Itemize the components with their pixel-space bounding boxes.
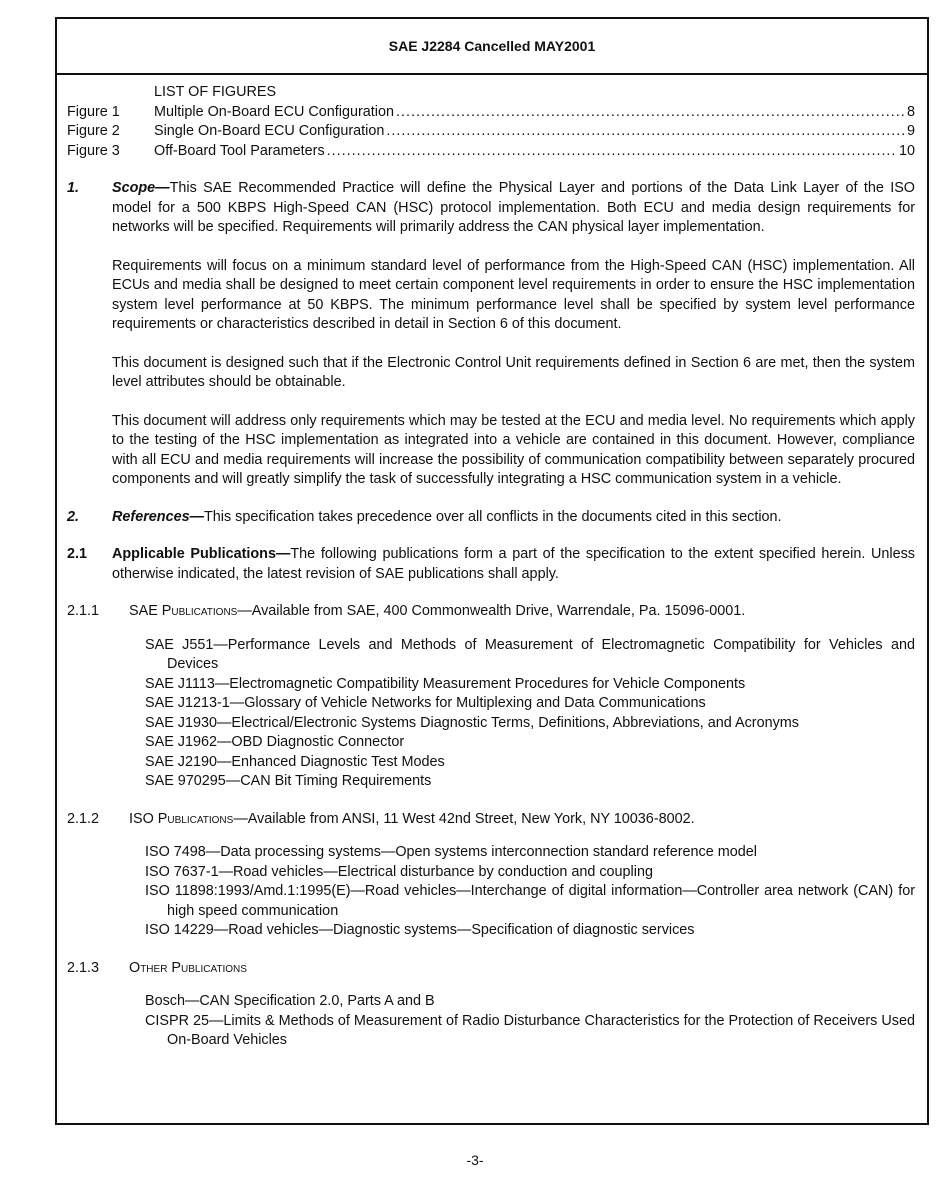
figure-number: Figure 1 [67, 103, 120, 120]
scope-paragraph-4: This document will address only requirements which may be tested at the ECU and media level. No requirements which apply to the testing of the HSC implementation as integrated into a vehicle are contained in this document. However, compliance with all ECU and media requirements will increase the possibility of communication compatibility between separately procured components and will greatly simplify the task of successfully integrating a HSC communication system in a vehicle. [112, 412, 915, 487]
paragraph-text: This specification takes precedence over all conflicts in the documents cited in this section. [204, 508, 782, 525]
other-reference-list [145, 992, 915, 1051]
reference-item: SAE J1113—Electromagnetic Compatibility Measurement Procedures for Vehicle Components [145, 675, 746, 692]
paragraph-text: —Available from SAE, 400 Commonwealth Drive, Warrendale, Pa. 15096-0001. [237, 603, 746, 619]
section-scope [67, 179, 915, 490]
figure-page: 10 [898, 142, 915, 159]
section-number: 2.1 [67, 546, 88, 562]
section-heading: Other Publications [129, 959, 247, 976]
reference-item: SAE J551—Performance Levels and Methods of Measurement of Electromagnetic Compatibility for Vehicles and Devices [145, 636, 915, 672]
dot-leader [396, 103, 905, 123]
figure-number: Figure 3 [67, 142, 120, 159]
reference-item: Bosch—CAN Specification 2.0, Parts A and B [145, 993, 435, 1009]
reference-item: ISO 7637-1—Road vehicles—Electrical disturbance by conduction and coupling [145, 863, 653, 880]
figure-entry [67, 122, 915, 142]
section-heading: References— [112, 508, 204, 525]
section-heading: Applicable Publications— [112, 546, 291, 562]
figure-number: Figure 2 [67, 123, 120, 139]
figure-page: 8 [906, 103, 915, 120]
figure-title: Single On-Board ECU Configuration [154, 123, 385, 139]
reference-item: SAE J2190—Enhanced Diagnostic Test Modes [145, 753, 445, 770]
section-heading: SAE Publications [129, 603, 238, 619]
iso-reference-list [145, 843, 915, 941]
page-content [67, 83, 915, 1051]
dot-leader [386, 122, 905, 142]
section-heading: ISO Publications [129, 810, 234, 827]
figure-entry [67, 103, 915, 123]
section-number: 2.1.3 [67, 959, 100, 976]
scope-paragraph-1 [112, 179, 915, 238]
reference-item: SAE J1930—Electrical/Electronic Systems Diagnostic Terms, Definitions, Abbreviations, and Acronyms [145, 714, 799, 731]
figure-page: 9 [906, 123, 915, 139]
scope-paragraph-2: Requirements will focus on a minimum standard level of performance from the High-Speed CAN (HSC) implementation. All ECUs and media shall be designed to meet certain component level requirements in order to ensure the HSC implementation system level performance at 50 KBPS. The minimum performance level shall be specified by system level performance requirements or characteristics described in detail in Section 6 of this document. [112, 257, 915, 332]
figure-entry [67, 142, 915, 162]
section-number: 1. [67, 180, 80, 196]
page-frame [55, 17, 929, 1125]
page-number: -3- [466, 1152, 484, 1168]
section-heading: Scope— [112, 180, 170, 196]
reference-item: SAE J1213-1—Glossary of Vehicle Networks for Multiplexing and Data Communications [145, 695, 706, 711]
reference-item: ISO 11898:1993/Amd.1:1995(E)—Road vehicles—Interchange of digital information—Controller area network (CAN) for high speed communication [145, 883, 915, 919]
section-iso-publications [67, 810, 915, 830]
section-number: 2. [67, 508, 80, 525]
reference-item: ISO 14229—Road vehicles—Diagnostic systems—Specification of diagnostic services [145, 922, 695, 938]
figure-title: Off-Board Tool Parameters [154, 142, 325, 159]
header-title: SAE J2284 Cancelled MAY2001 [388, 38, 596, 54]
paragraph-text: This SAE Recommended Practice will define the Physical Layer and portions of the Data Link Layer of the ISO model for a 500 KBPS High-Speed CAN (HSC) protocol implementation. Both ECU and media design requirements for networks will be specified. Requirements will primarily address the CAN physical layer implementation. [112, 180, 915, 235]
section-number: 2.1.1 [67, 603, 100, 619]
reference-item: CISPR 25—Limits & Methods of Measurement of Radio Disturbance Characteristics for the Protection of Receivers Used On-Board Vehicles [145, 1012, 915, 1048]
document-header [57, 19, 927, 75]
paragraph-text: The following publications form a part of the specification to the extent specified herein. Unless otherwise indicated, the latest revision of SAE publications shall apply. [112, 546, 916, 582]
figure-list [67, 103, 915, 162]
list-of-figures-title: LIST OF FIGURES [154, 84, 277, 100]
reference-item: ISO 7498—Data processing systems—Open systems interconnection standard reference model [145, 844, 757, 860]
reference-item: SAE J1962—OBD Diagnostic Connector [145, 734, 405, 750]
section-sae-publications [67, 602, 915, 622]
paragraph-text: —Available from ANSI, 11 West 42nd Street, New York, NY 10036-8002. [233, 810, 695, 827]
scope-paragraph-3: This document is designed such that if the Electronic Control Unit requirements defined in Section 6 are met, then the system level attributes should be obtainable. [112, 354, 915, 390]
section-number: 2.1.2 [67, 810, 100, 827]
section-other-publications [67, 959, 915, 979]
dot-leader [327, 142, 897, 162]
sae-reference-list [145, 636, 915, 792]
figure-title: Multiple On-Board ECU Configuration [154, 103, 394, 120]
reference-item: SAE 970295—CAN Bit Timing Requirements [145, 773, 432, 789]
section-applicable-publications [67, 545, 915, 584]
section-references [67, 508, 915, 528]
